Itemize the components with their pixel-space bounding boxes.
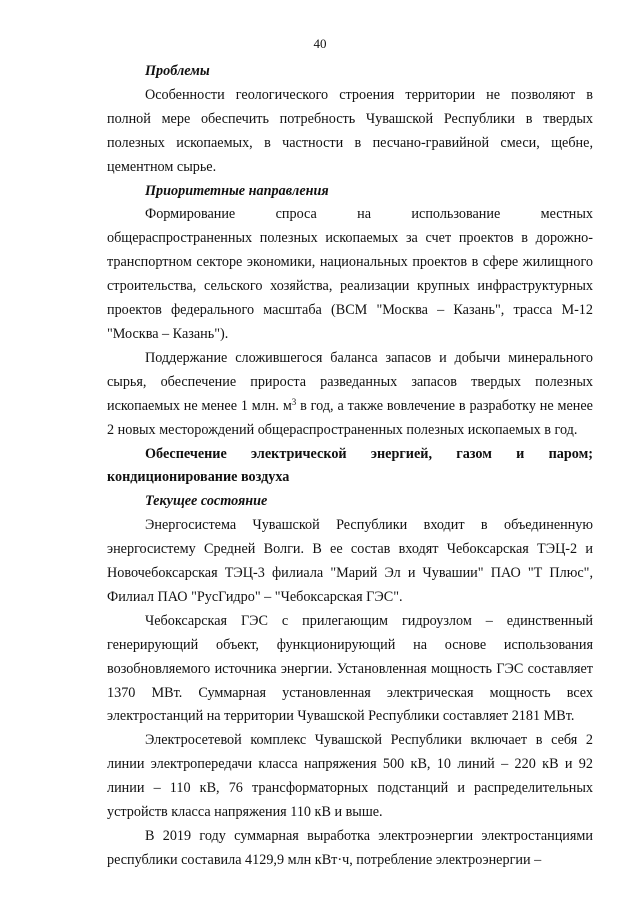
- section-heading-energy-supply: Обеспечение электрической энергией, газом и паром; кондиционирование воздуха: [107, 445, 593, 486]
- page-number: 40: [313, 36, 327, 51]
- paragraph-generation-2019: В 2019 году суммарная выработка электроэнергии электростанциями республики составила 4129,9 млн кВт·ч, потребление электроэнергии –: [107, 828, 593, 868]
- paragraph-cheboksary-hpp: Чебоксарская ГЭС с прилегающим гидроузлом – единственный генерирующий объект, функционирующий на основе использования возобновляемого источника энергии. Установленная мощность ГЭС составляет 1370 МВт. Суммарная установленная электрическая мощность всех электростанций на территории Чувашской Республики составляет 2181 МВт.: [107, 612, 593, 725]
- paragraph-problems: Особенности геологического строения территории не позволяют в полной мере обеспечить потребность Чувашской Республики в твердых полезных ископаемых, в частности в песчано-гравийной смеси, щебне, цементном сырье.: [107, 86, 593, 175]
- subheading-problems: Проблемы: [145, 63, 210, 79]
- paragraph-balance-maintenance: [107, 347, 593, 443]
- balance-text-after: в год, а также вовлечение в разработку не менее 2 новых месторождений общераспространенных полезных ископаемых в год.: [107, 397, 593, 438]
- balance-text-before: Поддержание сложившегося баланса запасов и добычи минерального сырья, обеспечение прироста разведанных запасов твердых полезных ископаемых не менее 1 млн. м: [107, 349, 593, 414]
- paragraph-energy-system: Энергосистема Чувашской Республики входит в объединенную энергосистему Средней Волги. В ее состав входят Чебоксарская ТЭЦ-2 и Новочебоксарская ТЭЦ-3 филиала "Марий Эл и Чувашии" ПАО "Т Плюс", Филиал ПАО "РусГидро" – "Чебоксарская ГЭС".: [107, 517, 593, 605]
- cubic-superscript: 3: [291, 396, 297, 407]
- subheading-priority-directions: Приоритетные направления: [145, 182, 329, 199]
- subheading-current-state: Текущее состояние: [145, 493, 268, 510]
- paragraph-grid-complex: Электросетевой комплекс Чувашской Республики включает в себя 2 линии электропередачи класса напряжения 500 кВ, 10 линий – 220 кВ и 92 линии – 110 кВ, 76 трансформаторных подстанций и распределительных устройств класса напряжения 110 кВ и выше.: [107, 732, 593, 821]
- paragraph-demand-formation: Формирование спроса на использование местных общераспространенных полезных ископаемых за счет проектов в дорожно-транспортном секторе экономики, национальных проектов в сфере жилищного строительства, сельского хозяйства, реализации крупных инфраструктурных проектов федерального масштаба (ВСМ "Москва – Казань", трасса М-12 "Москва – Казань").: [107, 206, 593, 342]
- page-content: [107, 60, 593, 873]
